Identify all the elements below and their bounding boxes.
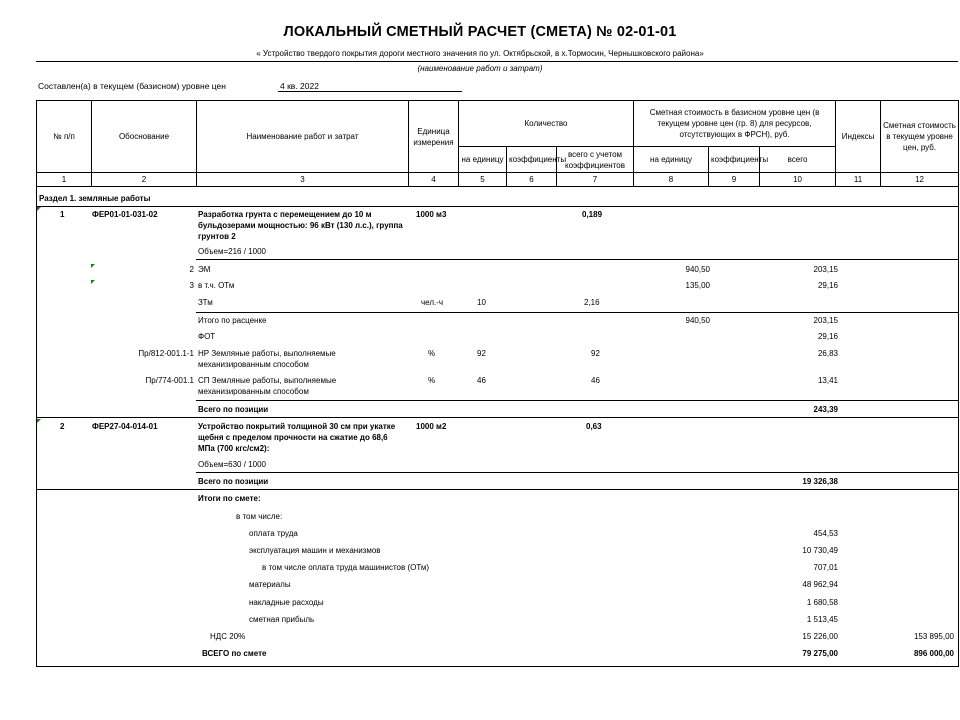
sp-name: СП Земляные работы, выполняемые механизированным способом [198, 376, 337, 396]
total-label: эксплуатация машин и механизмов [249, 546, 381, 555]
total-value: 10 730,49 [802, 546, 838, 555]
header-q-total: всего с учетом коэффициентов [557, 147, 634, 173]
total-value: 707,01 [813, 563, 838, 572]
sp-total: 13,41 [817, 376, 838, 385]
otm-total: 29,16 [817, 281, 838, 290]
col-number: 4 [409, 173, 459, 187]
pos1-end-divider [36, 417, 958, 418]
sp-unit: % [428, 376, 436, 385]
col-number: 10 [760, 173, 836, 187]
ztm-per-unit: 10 [477, 298, 486, 307]
grand-current: 896 000,00 [913, 649, 954, 658]
document-title: ЛОКАЛЬНЫЙ СМЕТНЫЙ РАСЧЕТ (СМЕТА) № 02-01-01 [283, 24, 677, 40]
pos2-vsego-total: 19 326,38 [802, 477, 838, 486]
pos1-unit: 1000 м3 [416, 210, 447, 219]
document-subtitle: « Устройство твердого покрытия дороги местного значения по ул. Октябрьской, в х.Тормосин, Чернышковского района» [256, 49, 704, 58]
total-value: 1 513,45 [806, 615, 838, 624]
header-c-total: всего [760, 147, 836, 173]
vsego1-divider [196, 400, 958, 401]
sp-per-unit: 46 [477, 376, 486, 385]
cell-marker-icon [37, 207, 41, 211]
col-number: 6 [507, 173, 557, 187]
composed-row [38, 81, 319, 91]
header-quantity: Количество [459, 101, 634, 147]
total-label: накладные расходы [249, 598, 324, 607]
total-label: оплата труда [249, 529, 298, 538]
header-c-coef: коэффициенты [709, 147, 760, 173]
pos2-unit: 1000 м2 [416, 422, 447, 431]
col-number: 8 [634, 173, 709, 187]
cell-marker-icon [91, 280, 95, 284]
nr-total: 26,83 [817, 349, 838, 358]
col-number: 3 [197, 173, 409, 187]
itogo-total: 203,15 [813, 316, 838, 325]
pos2-name: Устройство покрытий толщиной 30 см при укатке щебня с пределом прочности на сжатие до 68,6 МПа (700 кгс/см2): [198, 422, 396, 453]
pos2-vsego-name: Всего по позиции [198, 477, 269, 486]
itogo-name: Итого по расценке [198, 316, 267, 325]
composed-value: 4 кв. 2022 [278, 81, 462, 92]
pos1-num: 1 [60, 210, 65, 219]
fot-name: ФОТ [198, 332, 216, 341]
otm-num: 3 [189, 281, 194, 290]
pos1-volume: Объем=216 / 1000 [198, 247, 266, 256]
totals-incl: в том числе: [236, 512, 283, 521]
em-name: ЭМ [198, 265, 211, 274]
nr-basis: Пр/812-001.1-1 [138, 349, 194, 358]
em-total: 203,15 [813, 265, 838, 274]
header-q-per-unit: на единицу [459, 147, 507, 173]
estimate-header [36, 100, 959, 187]
header-q-coef: коэффициенты [507, 147, 557, 173]
ztm-total-qty: 2,16 [584, 298, 600, 307]
total-label: сметная прибыль [249, 615, 315, 624]
cell-marker-icon [37, 419, 41, 423]
col-number: 2 [92, 173, 197, 187]
header-cost: Сметная стоимость в базисном уровне цен (в текущем уровне цен (гр. 8) для ресурсов, отсутствующих в ФРСН), руб. [634, 101, 836, 147]
em-unit-price: 940,50 [685, 265, 710, 274]
pos1-basis: ФЕР01-01-031-02 [92, 210, 158, 219]
col-number: 9 [709, 173, 760, 187]
header-num: № п/п [37, 101, 92, 173]
composed-label: Составлен(а) в текущем (базисном) уровне цен [38, 81, 226, 91]
pos1-qty: 0,189 [582, 210, 603, 219]
total-value: 454,53 [813, 529, 838, 538]
vat-value: 15 226,00 [802, 632, 838, 641]
section-divider [36, 206, 958, 207]
header-name: Наименование работ и затрат [197, 101, 409, 173]
grand-label: ВСЕГО по смете [202, 649, 267, 658]
col-number: 11 [836, 173, 881, 187]
grand-value: 79 275,00 [802, 649, 838, 658]
header-basis: Обоснование [92, 101, 197, 173]
vat-label: НДС 20% [210, 632, 246, 641]
pos1-name: Разработка грунта с перемещением до 10 м бульдозерами мощностью: 96 кВт (130 л.с.), группа грунтов 2 [198, 210, 403, 241]
pos2-end-divider [36, 489, 958, 490]
col-number: 12 [881, 173, 959, 187]
nr-per-unit: 92 [477, 349, 486, 358]
nr-total-qty: 92 [591, 349, 600, 358]
sp-total-qty: 46 [591, 376, 600, 385]
otm-name: в т.ч. ОТм [198, 281, 235, 290]
pos2-num: 2 [60, 422, 65, 431]
pos1-vsego-name: Всего по позиции [198, 405, 269, 414]
nr-name: НР Земляные работы, выполняемые механизированным способом [198, 349, 336, 369]
total-label: в том числе оплата труда машинистов (ОТм) [262, 563, 430, 572]
em-num: 2 [189, 265, 194, 274]
pos2-basis: ФЕР27-04-014-01 [92, 422, 158, 431]
subtitle-caption: (наименование работ и затрат) [417, 64, 543, 73]
sp-basis: Пр/774-001.1 [145, 376, 194, 385]
vat-current: 153 895,00 [913, 632, 954, 641]
fot-total: 29,16 [817, 332, 838, 341]
col-number: 5 [459, 173, 507, 187]
otm-unit-price: 135,00 [685, 281, 710, 290]
ztm-unit: чел.-ч [421, 298, 444, 307]
total-value: 1 680,58 [806, 598, 838, 607]
header-current-cost: Сметная стоимость в текущем уровне цен, руб. [881, 101, 959, 173]
col-number: 1 [37, 173, 92, 187]
cell-marker-icon [91, 264, 95, 268]
section-title: Раздел 1. земляные работы [39, 194, 151, 203]
header-c-per-unit: на единицу [634, 147, 709, 173]
ztm-name: ЗТм [198, 298, 213, 307]
nr-unit: % [428, 349, 436, 358]
pos2-volume: Объем=630 / 1000 [198, 460, 266, 469]
col-number: 7 [557, 173, 634, 187]
header-unit: Единица измерения [409, 101, 459, 173]
totals-header: Итоги по смете: [198, 494, 261, 503]
total-value: 48 962,94 [802, 580, 838, 589]
subtitle-underline [36, 61, 958, 62]
vsego2-divider [196, 472, 958, 473]
total-label: материалы [249, 580, 291, 589]
itogo-unit-price: 940,50 [685, 316, 710, 325]
itogo-divider [196, 312, 958, 313]
pos2-qty: 0,63 [586, 422, 602, 431]
pos1-vsego-total: 243,39 [813, 405, 838, 414]
header-indexes: Индексы [836, 101, 881, 173]
pos1-divider [196, 259, 958, 260]
